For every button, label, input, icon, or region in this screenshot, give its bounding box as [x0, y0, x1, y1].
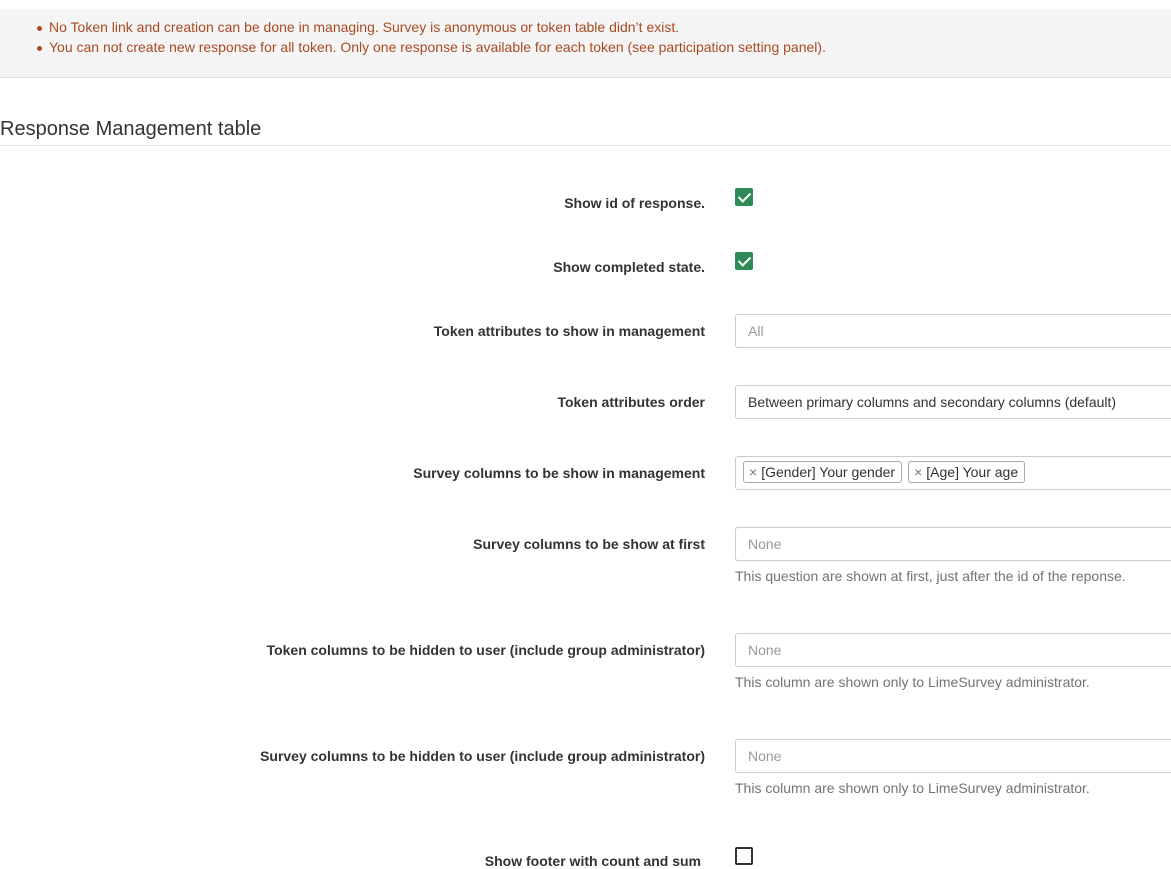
survey-columns-label: Survey columns to be show in management: [413, 465, 705, 481]
show-completed-label: Show completed state.: [553, 259, 705, 275]
token-hidden-select[interactable]: [735, 633, 1171, 667]
token-order-label: Token attributes order: [557, 394, 705, 410]
show-id-label: Show id of response.: [564, 195, 705, 211]
token-hidden-label: Token columns to be hidden to user (include group administrator): [266, 642, 705, 658]
warning-panel: [0, 9, 1171, 78]
show-id-checkbox[interactable]: [735, 188, 753, 206]
survey-hidden-placeholder: None: [748, 748, 782, 764]
tag-label: [Age] Your age: [926, 464, 1019, 480]
selected-tag-age: [908, 461, 1025, 483]
tag-label: [Gender] Your gender: [761, 464, 896, 480]
footer-checkbox[interactable]: [735, 847, 753, 865]
selected-tag-gender: [743, 461, 902, 483]
remove-tag-icon[interactable]: ×: [749, 464, 758, 480]
survey-hidden-help: This column are shown only to LimeSurvey administrator.: [735, 780, 1090, 796]
token-attributes-label: Token attributes to show in management: [433, 323, 705, 339]
warning-item: You can not create new response for all token. Only one response is available for each token (see participation setting panel).: [49, 39, 826, 55]
survey-hidden-select[interactable]: [735, 739, 1171, 773]
warning-item: No Token link and creation can be done in managing. Survey is anonymous or token table didn’t exist.: [49, 19, 680, 35]
survey-first-placeholder: None: [748, 536, 782, 552]
footer-label: Show footer with count and sum: [484, 853, 701, 869]
section-divider: [0, 145, 1171, 146]
token-attributes-select[interactable]: [735, 314, 1171, 348]
show-completed-checkbox[interactable]: [735, 252, 753, 270]
token-order-value: Between primary columns and secondary columns (default): [748, 394, 1117, 410]
remove-tag-icon[interactable]: ×: [914, 464, 923, 480]
token-hidden-help: This column are shown only to LimeSurvey administrator.: [735, 674, 1090, 690]
survey-columns-select[interactable]: [735, 456, 1171, 490]
token-attributes-placeholder: All: [748, 323, 764, 339]
section-title: Response Management table: [0, 118, 262, 140]
survey-first-select[interactable]: [735, 527, 1171, 561]
survey-first-label: Survey columns to be show at first: [473, 536, 705, 552]
survey-hidden-label: Survey columns to be hidden to user (include group administrator): [260, 748, 705, 764]
survey-first-help: This question are shown at first, just after the id of the reponse.: [735, 568, 1126, 584]
token-hidden-placeholder: None: [748, 642, 782, 658]
token-order-select[interactable]: [735, 385, 1171, 419]
